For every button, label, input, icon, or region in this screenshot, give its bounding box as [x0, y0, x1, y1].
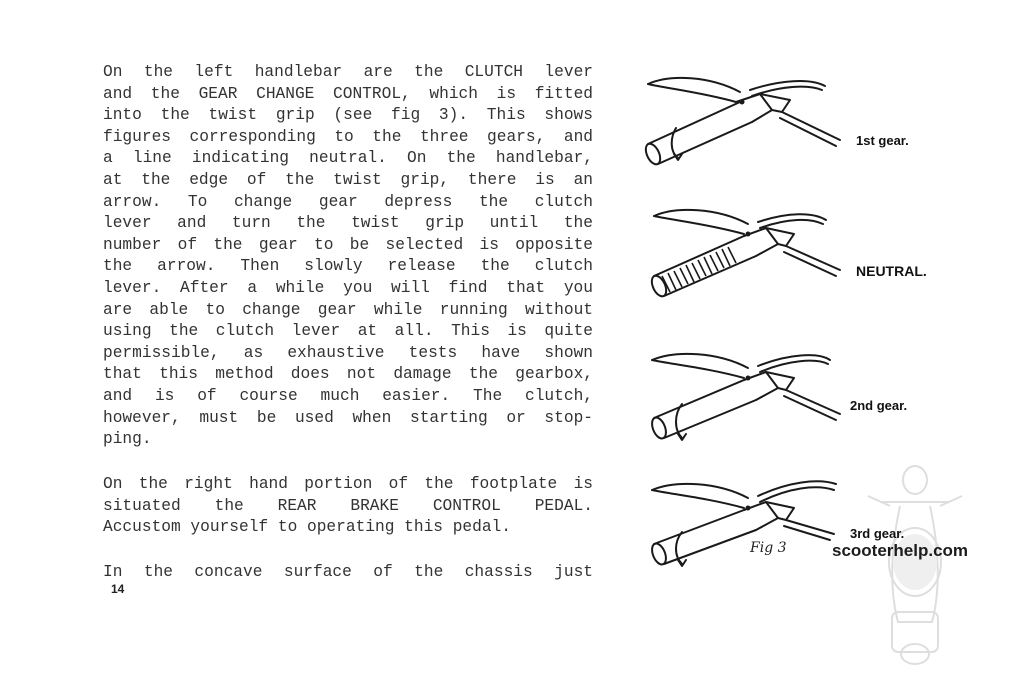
caption-1st-gear: 1st gear. [856, 133, 909, 148]
text-line: figures corresponding to the three gears, and [103, 127, 593, 146]
caption-3rd-gear: 3rd gear. [850, 526, 905, 541]
caption-neutral: NEUTRAL. [856, 263, 927, 279]
text-line: On the left handlebar are the CLUTCH lever [103, 63, 593, 81]
handlebar-1st-gear-illustration [640, 72, 850, 172]
text-line: In the concave surface of the chassis just [103, 563, 593, 581]
paragraph-chassis [103, 562, 593, 584]
text-line: at the edge of the twist grip, there is an [103, 170, 593, 189]
text-line: and the GEAR CHANGE CONTROL, which is fitted [103, 84, 593, 103]
text-line: On the right hand portion of the footplate is [103, 475, 593, 493]
text-line: and is of course much easier. The clutch, [103, 386, 593, 405]
scooter-watermark-icon [860, 462, 970, 667]
text-line: using the clutch lever at all. This is quite [103, 322, 593, 341]
page-number: 14 [111, 582, 125, 596]
text-line: that this method does not damage the gearbox, [103, 365, 593, 384]
paragraph-clutch-gear-change [103, 62, 593, 451]
text-line: arrow. To change gear depress the clutch [103, 192, 593, 211]
text-line: lever. After a while you will find that you [103, 278, 593, 297]
handlebar-3rd-gear-illustration [648, 474, 853, 574]
text-line: however, must be used when starting or stop- [103, 408, 593, 427]
watermark-text: scooterhelp.com [832, 541, 969, 560]
handlebar-2nd-gear-illustration [648, 346, 853, 446]
text-line: are able to change gear while running without [103, 300, 593, 319]
text-line: permissible, as exhaustive tests have shown [103, 343, 593, 362]
text-line: a line indicating neutral. On the handlebar, [103, 149, 593, 168]
text-line: into the twist grip (see fig 3). This shows [103, 106, 593, 125]
paragraph-rear-brake [103, 474, 593, 539]
figure-label: Fig 3 [750, 540, 787, 556]
caption-2nd-gear: 2nd gear. [850, 398, 908, 413]
text-line: lever and turn the twist grip until the [103, 214, 593, 233]
text-line: number of the gear to be selected is opposite [103, 235, 593, 254]
text-line: situated the REAR BRAKE CONTROL PEDAL. [103, 496, 593, 515]
text-line: the arrow. Then slowly release the clutch [103, 257, 593, 276]
text-line: ping. [103, 430, 152, 449]
text-line: Accustom yourself to operating this pedal. [103, 518, 511, 537]
handlebar-neutral-illustration [648, 204, 853, 304]
